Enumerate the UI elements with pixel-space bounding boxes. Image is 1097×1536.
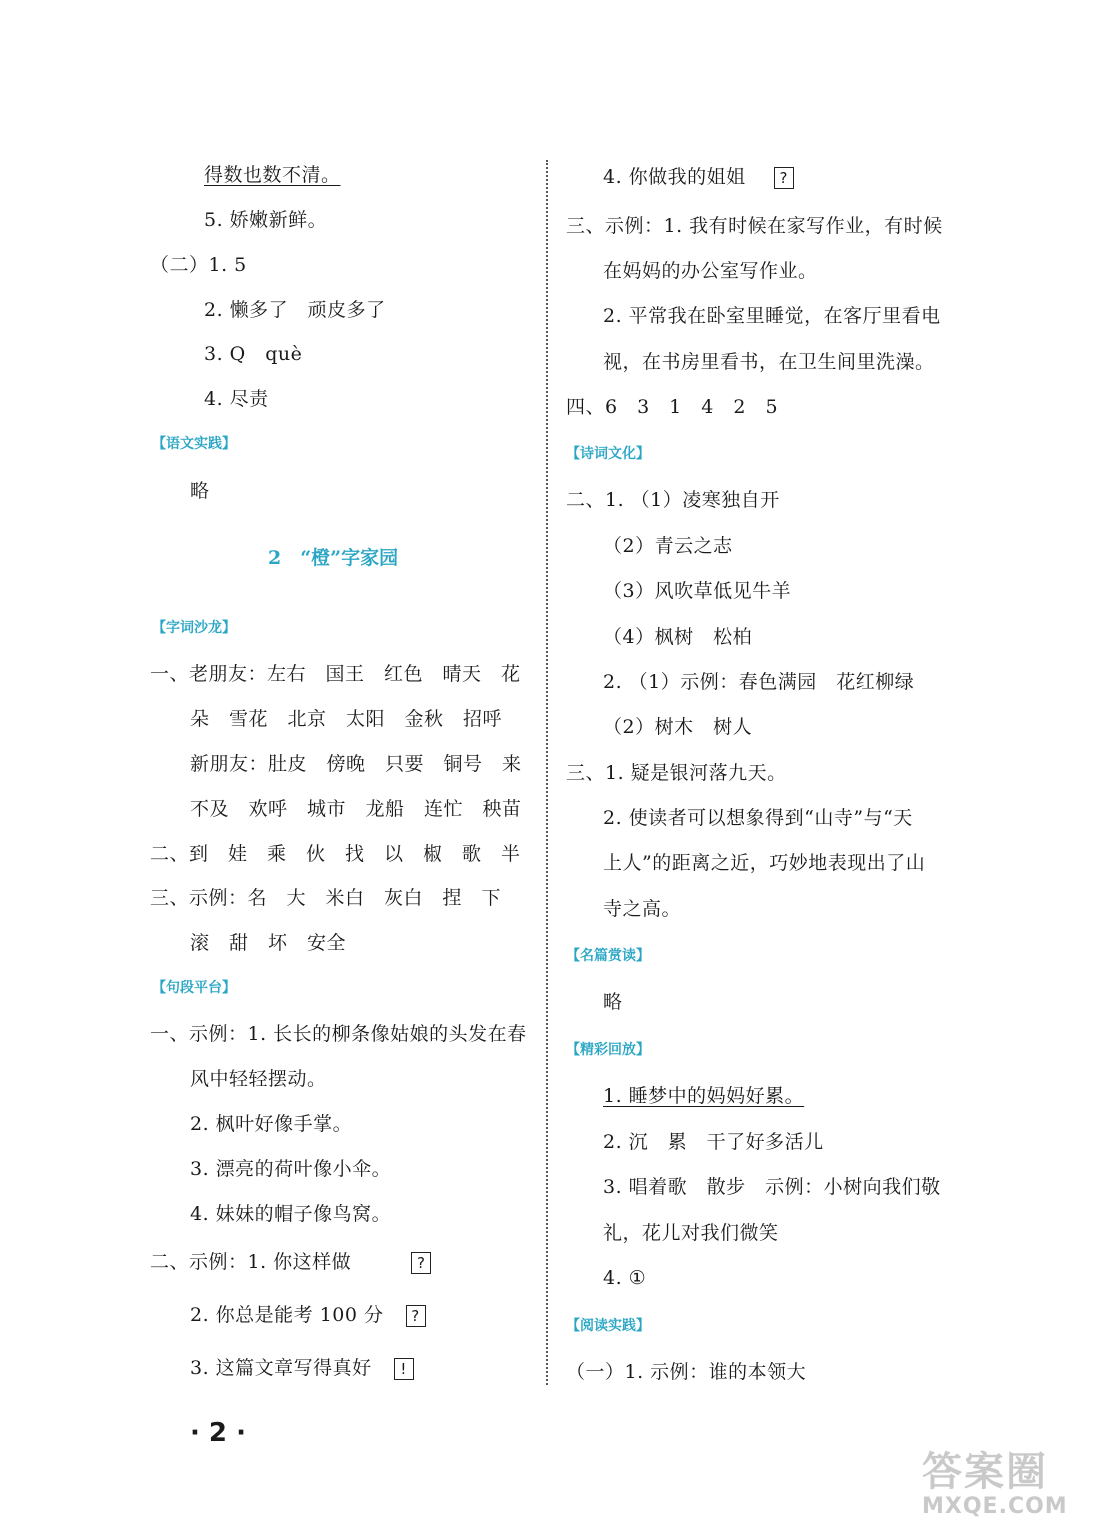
answer-line: 四、6 3 1 4 2 5 bbox=[566, 396, 779, 418]
answer-line bbox=[150, 1250, 431, 1274]
answer-line: 2. 枫叶好像手掌。 bbox=[190, 1113, 353, 1135]
answer-line: 4. 尽责 bbox=[204, 388, 269, 410]
answer-text: 2. 你总是能考 100 分 bbox=[190, 1304, 384, 1326]
answer-line: 滚 甜 坏 安全 bbox=[190, 932, 347, 954]
answer-text: 4. 你做我的姐姐 bbox=[603, 166, 746, 188]
answer-line: 视，在书房里看书，在卫生间里洗澡。 bbox=[603, 351, 935, 373]
answer-line: 一、老朋友：左右 国王 红色 晴天 花 bbox=[150, 663, 521, 685]
section-tag-juduan: 【句段平台】 bbox=[152, 980, 236, 996]
column-divider bbox=[546, 160, 548, 1385]
answer-line: 2. 平常我在卧室里睡觉，在客厅里看电 bbox=[603, 305, 941, 327]
section-tag-jingcai: 【精彩回放】 bbox=[566, 1042, 650, 1058]
answer-line: 风中轻轻摆动。 bbox=[190, 1068, 327, 1090]
punctuation-box: ? bbox=[406, 1305, 426, 1327]
answer-text: 3. 这篇文章写得真好 bbox=[190, 1357, 372, 1379]
answer-line: 略 bbox=[190, 480, 210, 502]
answer-line: 1. 睡梦中的妈妈好累。 bbox=[603, 1085, 805, 1107]
answer-line: 礼，花儿对我们微笑 bbox=[603, 1222, 779, 1244]
punctuation-box: ? bbox=[411, 1252, 431, 1274]
answer-line: （4）枫树 松柏 bbox=[603, 626, 753, 648]
punctuation-box: ! bbox=[394, 1358, 414, 1380]
answer-line bbox=[603, 165, 794, 189]
watermark-logo: 答案圈 bbox=[922, 1449, 1048, 1495]
section-tag-mingpian: 【名篇赏读】 bbox=[566, 948, 650, 964]
answer-line: 2. 使读者可以想象得到“山寺”与“天 bbox=[603, 807, 913, 829]
answer-line: 3. Q què bbox=[204, 343, 303, 365]
answer-line: 二、1. （1）凌寒独自开 bbox=[566, 489, 780, 511]
answer-line: （二）1. 5 bbox=[150, 254, 247, 276]
answer-line bbox=[190, 1303, 426, 1327]
answer-line: 2. （1）示例：春色满园 花红柳绿 bbox=[603, 671, 915, 693]
answer-line: 4. ① bbox=[603, 1267, 647, 1289]
answer-line: 一、示例：1. 长长的柳条像姑娘的头发在春 bbox=[150, 1023, 527, 1045]
punctuation-box: ? bbox=[774, 167, 794, 189]
section-tag-yuwen: 【语文实践】 bbox=[152, 436, 236, 452]
answer-line: 略 bbox=[603, 991, 623, 1013]
answer-line: 三、1. 疑是银河落九天。 bbox=[566, 762, 787, 784]
answer-line: 新朋友：肚皮 傍晚 只要 铜号 来 bbox=[190, 753, 522, 775]
answer-line: 2. 沉 累 干了好多活儿 bbox=[603, 1131, 824, 1153]
answer-line: 寺之高。 bbox=[603, 898, 682, 920]
answer-text: 二、示例：1. 你这样做 bbox=[150, 1251, 352, 1273]
answer-line: 3. 唱着歌 散步 示例：小树向我们敬 bbox=[603, 1176, 941, 1198]
answer-line: （3）风吹草低见牛羊 bbox=[603, 580, 792, 602]
answer-line: 得数也数不清。 bbox=[204, 164, 341, 186]
lesson-title: 2 “橙”字家园 bbox=[268, 547, 399, 569]
answer-line: 不及 欢呼 城市 龙船 连忙 秧苗 bbox=[190, 798, 522, 820]
answer-line: 二、到 娃 乘 伙 找 以 椒 歌 半 bbox=[150, 843, 521, 865]
answer-line: 3. 漂亮的荷叶像小伞。 bbox=[190, 1158, 392, 1180]
answer-line: 在妈妈的办公室写作业。 bbox=[603, 260, 818, 282]
answer-line: 三、示例：名 大 米白 灰白 捏 下 bbox=[150, 887, 502, 909]
page-number: · 2 · bbox=[190, 1418, 246, 1448]
answer-line: 三、示例：1. 我有时候在家写作业，有时候 bbox=[566, 215, 943, 237]
answer-line: （2）树木 树人 bbox=[603, 716, 753, 738]
answer-line: 5. 娇嫩新鲜。 bbox=[204, 209, 328, 231]
section-tag-shici: 【诗词文化】 bbox=[566, 446, 650, 462]
answer-line: （一）1. 示例：谁的本领大 bbox=[566, 1361, 807, 1383]
answer-line: （2）青云之志 bbox=[603, 535, 733, 557]
answer-line bbox=[190, 1356, 414, 1380]
section-tag-yuedu: 【阅读实践】 bbox=[566, 1318, 650, 1334]
watermark bbox=[922, 1450, 1092, 1530]
section-tag-zici: 【字词沙龙】 bbox=[152, 620, 236, 636]
answer-line: 4. 妹妹的帽子像鸟窝。 bbox=[190, 1203, 392, 1225]
answer-line: 2. 懒多了 顽皮多了 bbox=[204, 299, 386, 321]
answer-line: 上人”的距离之近，巧妙地表现出了山 bbox=[603, 852, 926, 874]
watermark-url: MXQE.COM bbox=[922, 1494, 1068, 1519]
answer-line: 朵 雪花 北京 太阳 金秋 招呼 bbox=[190, 708, 503, 730]
